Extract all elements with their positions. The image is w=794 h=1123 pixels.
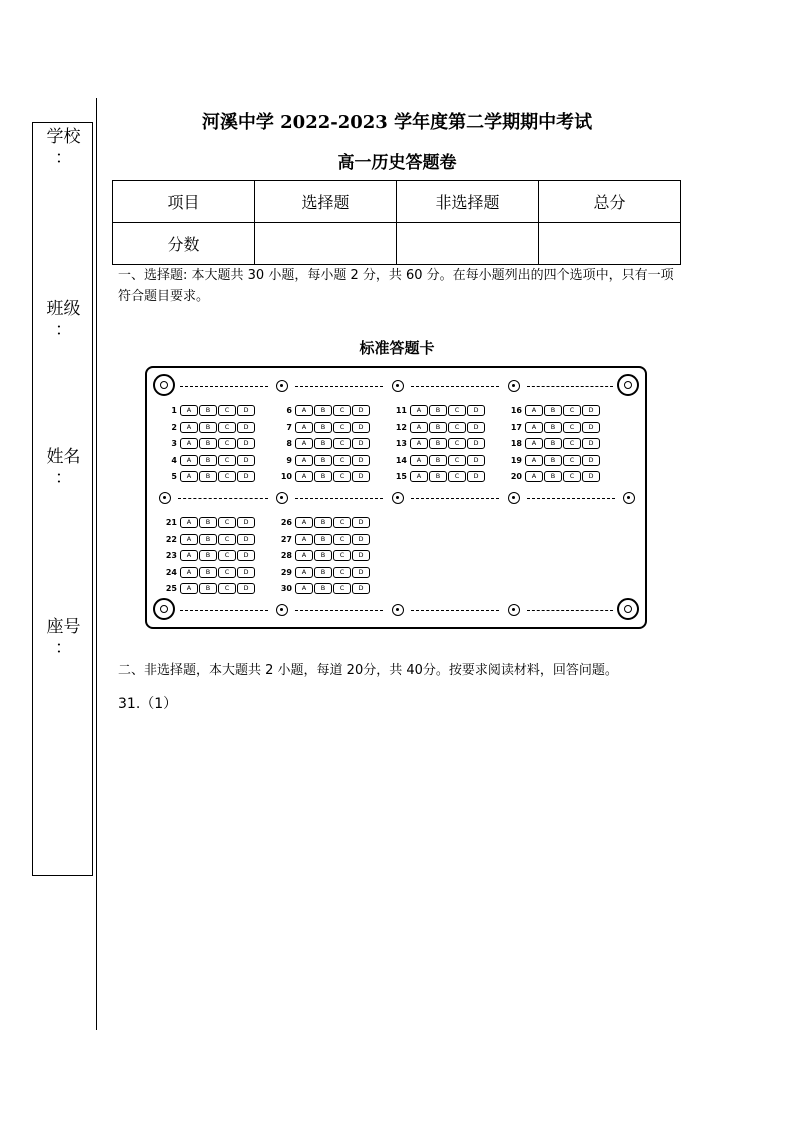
question-number: 23 bbox=[165, 551, 177, 560]
option-bubble-c[interactable]: C bbox=[333, 567, 351, 578]
timing-mark-icon bbox=[392, 380, 404, 392]
seat-number-label: 座号 bbox=[46, 617, 81, 637]
option-bubble-d[interactable]: D bbox=[237, 422, 255, 433]
question-row bbox=[272, 422, 382, 433]
option-bubble-b[interactable]: B bbox=[199, 422, 217, 433]
option-bubble-a[interactable]: A bbox=[295, 471, 313, 482]
option-bubble-b[interactable]: B bbox=[199, 517, 217, 528]
question-number: 1 bbox=[171, 406, 177, 415]
option-bubble-c[interactable]: C bbox=[333, 550, 351, 561]
question-number: 3 bbox=[171, 439, 177, 448]
option-bubble-c[interactable]: C bbox=[333, 455, 351, 466]
score-table-header-row bbox=[113, 181, 681, 223]
timing-mark-icon bbox=[508, 604, 520, 616]
option-bubble-d[interactable]: D bbox=[467, 438, 485, 449]
option-bubble-d[interactable]: D bbox=[582, 405, 600, 416]
question-row bbox=[387, 471, 497, 482]
guide-line bbox=[527, 610, 613, 611]
option-bubble-d[interactable]: D bbox=[237, 567, 255, 578]
question-row bbox=[157, 455, 267, 466]
question-31-label: 31.（1） bbox=[118, 696, 178, 712]
question-row bbox=[387, 405, 497, 416]
option-bubble-a[interactable]: A bbox=[525, 422, 543, 433]
option-bubble-b[interactable]: B bbox=[314, 550, 332, 561]
question-row bbox=[157, 422, 267, 433]
question-row bbox=[502, 455, 612, 466]
option-bubble-b[interactable]: B bbox=[199, 550, 217, 561]
option-bubble-c[interactable]: C bbox=[218, 550, 236, 561]
header-total: 总分 bbox=[539, 181, 681, 223]
option-bubble-a[interactable]: A bbox=[410, 422, 428, 433]
sheet-title: 高一历史答题卷 bbox=[337, 153, 457, 173]
score-table-score-row bbox=[113, 223, 681, 265]
question-row bbox=[157, 550, 267, 561]
option-bubble-c[interactable]: C bbox=[218, 405, 236, 416]
option-bubble-c[interactable]: C bbox=[563, 438, 581, 449]
school-field bbox=[33, 127, 94, 169]
registration-mark-icon bbox=[617, 374, 639, 396]
question-number: 22 bbox=[165, 534, 177, 544]
question-number: 16 bbox=[510, 406, 522, 415]
option-bubble-b[interactable]: B bbox=[314, 471, 332, 482]
option-bubble-c[interactable]: C bbox=[563, 471, 581, 482]
question-row bbox=[157, 405, 267, 416]
class-field bbox=[33, 299, 94, 341]
question-number: 6 bbox=[286, 406, 292, 415]
option-bubble-d[interactable]: D bbox=[352, 517, 370, 528]
option-bubble-d[interactable]: D bbox=[352, 471, 370, 482]
option-bubble-c[interactable]: C bbox=[448, 405, 466, 416]
option-bubble-a[interactable]: A bbox=[180, 550, 198, 561]
option-bubble-d[interactable]: D bbox=[352, 534, 370, 545]
option-bubble-a[interactable]: A bbox=[180, 567, 198, 578]
question-row bbox=[157, 583, 267, 594]
timing-mark-icon bbox=[392, 492, 404, 504]
guide-line bbox=[295, 498, 383, 499]
option-bubble-c[interactable]: C bbox=[333, 422, 351, 433]
option-bubble-d[interactable]: D bbox=[467, 405, 485, 416]
guide-line bbox=[295, 610, 383, 611]
option-bubble-c[interactable]: C bbox=[333, 534, 351, 545]
option-bubble-a[interactable]: A bbox=[410, 438, 428, 449]
registration-mark-icon bbox=[153, 374, 175, 396]
binding-line bbox=[96, 98, 97, 1030]
option-bubble-d[interactable]: D bbox=[237, 438, 255, 449]
question-row bbox=[157, 567, 267, 578]
option-bubble-d[interactable]: D bbox=[352, 567, 370, 578]
question-row bbox=[157, 438, 267, 449]
name-colon: ： bbox=[55, 468, 72, 488]
question-number: 26 bbox=[280, 518, 292, 527]
question-number: 17 bbox=[510, 422, 522, 432]
question-number: 13 bbox=[395, 439, 407, 448]
question-number: 20 bbox=[510, 472, 522, 481]
option-bubble-d[interactable]: D bbox=[582, 422, 600, 433]
question-number: 11 bbox=[395, 406, 407, 415]
option-bubble-b[interactable]: B bbox=[199, 583, 217, 594]
option-bubble-b[interactable]: B bbox=[314, 517, 332, 528]
question-number: 19 bbox=[510, 455, 522, 465]
question-number: 29 bbox=[280, 567, 292, 577]
nonchoice-score-cell[interactable] bbox=[397, 223, 539, 265]
answer-card-title: 标准答题卡 bbox=[359, 339, 435, 357]
header-choice: 选择题 bbox=[255, 181, 397, 223]
option-bubble-b[interactable]: B bbox=[429, 471, 447, 482]
choice-score-cell[interactable] bbox=[255, 223, 397, 265]
question-number: 28 bbox=[280, 551, 292, 560]
option-bubble-a[interactable]: A bbox=[525, 455, 543, 466]
guide-line bbox=[411, 498, 499, 499]
timing-mark-icon bbox=[276, 492, 288, 504]
timing-mark-icon bbox=[508, 492, 520, 504]
option-bubble-a[interactable]: A bbox=[295, 550, 313, 561]
option-bubble-c[interactable]: C bbox=[333, 405, 351, 416]
registration-mark-icon bbox=[617, 598, 639, 620]
question-row bbox=[157, 534, 267, 545]
option-bubble-b[interactable]: B bbox=[544, 455, 562, 466]
option-bubble-a[interactable]: A bbox=[410, 455, 428, 466]
option-bubble-c[interactable]: C bbox=[218, 422, 236, 433]
question-number: 4 bbox=[171, 455, 177, 465]
option-bubble-a[interactable]: A bbox=[295, 422, 313, 433]
guide-line bbox=[527, 498, 615, 499]
question-row bbox=[157, 517, 267, 528]
option-bubble-c[interactable]: C bbox=[563, 455, 581, 466]
option-bubble-b[interactable]: B bbox=[314, 567, 332, 578]
option-bubble-c[interactable]: C bbox=[333, 471, 351, 482]
option-bubble-c[interactable]: C bbox=[218, 583, 236, 594]
option-bubble-c[interactable]: C bbox=[333, 583, 351, 594]
option-bubble-b[interactable]: B bbox=[544, 471, 562, 482]
option-bubble-a[interactable]: A bbox=[180, 455, 198, 466]
question-row bbox=[272, 534, 382, 545]
question-row bbox=[272, 438, 382, 449]
option-bubble-a[interactable]: A bbox=[295, 455, 313, 466]
timing-mark-icon bbox=[276, 604, 288, 616]
option-bubble-c[interactable]: C bbox=[448, 438, 466, 449]
total-score-cell[interactable] bbox=[539, 223, 681, 265]
option-bubble-c[interactable]: C bbox=[333, 517, 351, 528]
question-number: 14 bbox=[395, 455, 407, 465]
question-number: 18 bbox=[510, 439, 522, 448]
guide-line bbox=[180, 610, 268, 611]
option-bubble-d[interactable]: D bbox=[237, 471, 255, 482]
option-bubble-d[interactable]: D bbox=[467, 455, 485, 466]
name-label: 姓名 bbox=[46, 447, 81, 467]
option-bubble-d[interactable]: D bbox=[237, 550, 255, 561]
option-bubble-a[interactable]: A bbox=[180, 517, 198, 528]
option-bubble-d[interactable]: D bbox=[352, 455, 370, 466]
school-colon: ： bbox=[55, 148, 72, 168]
option-bubble-a[interactable]: A bbox=[410, 405, 428, 416]
option-bubble-a[interactable]: A bbox=[180, 422, 198, 433]
question-row bbox=[272, 471, 382, 482]
option-bubble-d[interactable]: D bbox=[237, 455, 255, 466]
timing-mark-icon bbox=[276, 380, 288, 392]
option-bubble-b[interactable]: B bbox=[199, 405, 217, 416]
question-number: 7 bbox=[286, 422, 292, 432]
option-bubble-a[interactable]: A bbox=[180, 534, 198, 545]
question-number: 10 bbox=[280, 472, 292, 481]
option-bubble-d[interactable]: D bbox=[352, 422, 370, 433]
score-table bbox=[112, 180, 681, 265]
score-row-label: 分数 bbox=[113, 223, 255, 265]
option-bubble-c[interactable]: C bbox=[448, 422, 466, 433]
option-bubble-a[interactable]: A bbox=[295, 583, 313, 594]
question-number: 30 bbox=[280, 584, 292, 593]
option-bubble-b[interactable]: B bbox=[199, 534, 217, 545]
option-bubble-c[interactable]: C bbox=[218, 517, 236, 528]
option-bubble-c[interactable]: C bbox=[218, 471, 236, 482]
question-row bbox=[387, 455, 497, 466]
option-bubble-d[interactable]: D bbox=[352, 438, 370, 449]
question-number: 12 bbox=[395, 422, 407, 432]
option-bubble-b[interactable]: B bbox=[314, 583, 332, 594]
registration-mark-icon bbox=[153, 598, 175, 620]
option-bubble-b[interactable]: B bbox=[544, 438, 562, 449]
option-bubble-d[interactable]: D bbox=[237, 534, 255, 545]
option-bubble-b[interactable]: B bbox=[544, 405, 562, 416]
seat-number-colon: ： bbox=[55, 638, 72, 658]
option-bubble-b[interactable]: B bbox=[314, 534, 332, 545]
timing-mark-icon bbox=[159, 492, 171, 504]
question-number: 2 bbox=[171, 422, 177, 432]
option-bubble-c[interactable]: C bbox=[448, 455, 466, 466]
guide-line bbox=[411, 386, 499, 387]
option-bubble-c[interactable]: C bbox=[218, 567, 236, 578]
header-nonchoice: 非选择题 bbox=[397, 181, 539, 223]
option-bubble-a[interactable]: A bbox=[525, 405, 543, 416]
option-bubble-a[interactable]: A bbox=[410, 471, 428, 482]
option-bubble-d[interactable]: D bbox=[352, 583, 370, 594]
nonchoice-section-instructions: 二、非选择题，本大题共 2 小题，每道 20分，共 40分。按要求阅读材料，回答问题。 bbox=[118, 663, 618, 678]
question-row bbox=[272, 550, 382, 561]
answer-card bbox=[145, 366, 647, 629]
option-bubble-b[interactable]: B bbox=[429, 405, 447, 416]
question-row bbox=[272, 567, 382, 578]
option-bubble-a[interactable]: A bbox=[295, 534, 313, 545]
option-bubble-d[interactable]: D bbox=[237, 517, 255, 528]
option-bubble-d[interactable]: D bbox=[237, 583, 255, 594]
option-bubble-b[interactable]: B bbox=[429, 438, 447, 449]
seat-number-field bbox=[33, 617, 94, 659]
option-bubble-c[interactable]: C bbox=[218, 534, 236, 545]
header-item: 项目 bbox=[113, 181, 255, 223]
option-bubble-d[interactable]: D bbox=[467, 471, 485, 482]
student-info-strip bbox=[32, 122, 93, 876]
question-number: 8 bbox=[286, 439, 292, 448]
option-bubble-c[interactable]: C bbox=[333, 438, 351, 449]
option-bubble-b[interactable]: B bbox=[429, 455, 447, 466]
exam-title: 河溪中学 2022-2023 学年度第二学期期中考试 bbox=[201, 112, 593, 133]
guide-line bbox=[527, 386, 613, 387]
question-number: 27 bbox=[280, 534, 292, 544]
option-bubble-a[interactable]: A bbox=[295, 517, 313, 528]
question-number: 24 bbox=[165, 567, 177, 577]
option-bubble-d[interactable]: D bbox=[582, 455, 600, 466]
option-bubble-d[interactable]: D bbox=[352, 550, 370, 561]
question-number: 9 bbox=[286, 455, 292, 465]
option-bubble-a[interactable]: A bbox=[180, 438, 198, 449]
option-bubble-b[interactable]: B bbox=[314, 422, 332, 433]
question-row bbox=[502, 471, 612, 482]
option-bubble-a[interactable]: A bbox=[295, 405, 313, 416]
option-bubble-c[interactable]: C bbox=[448, 471, 466, 482]
option-bubble-d[interactable]: D bbox=[352, 405, 370, 416]
guide-line bbox=[180, 386, 268, 387]
option-bubble-a[interactable]: A bbox=[180, 583, 198, 594]
option-bubble-b[interactable]: B bbox=[314, 455, 332, 466]
question-number: 21 bbox=[165, 518, 177, 527]
question-row bbox=[387, 438, 497, 449]
option-bubble-c[interactable]: C bbox=[218, 438, 236, 449]
option-bubble-b[interactable]: B bbox=[544, 422, 562, 433]
question-row bbox=[272, 405, 382, 416]
option-bubble-a[interactable]: A bbox=[295, 438, 313, 449]
question-number: 25 bbox=[165, 584, 177, 593]
option-bubble-b[interactable]: B bbox=[314, 405, 332, 416]
option-bubble-b[interactable]: B bbox=[199, 455, 217, 466]
option-bubble-c[interactable]: C bbox=[218, 455, 236, 466]
question-row bbox=[387, 422, 497, 433]
option-bubble-a[interactable]: A bbox=[525, 438, 543, 449]
question-row bbox=[157, 471, 267, 482]
option-bubble-b[interactable]: B bbox=[199, 471, 217, 482]
question-number: 15 bbox=[395, 472, 407, 481]
choice-section-instructions: 一、选择题: 本大题共 30 小题，每小题 2 分，共 60 分。在每小题列出的四个选项中，只有一项符合题目要求。 bbox=[118, 268, 674, 304]
option-bubble-d[interactable]: D bbox=[582, 438, 600, 449]
timing-mark-icon bbox=[392, 604, 404, 616]
guide-line bbox=[295, 386, 383, 387]
option-bubble-a[interactable]: A bbox=[525, 471, 543, 482]
question-row bbox=[272, 517, 382, 528]
question-row bbox=[272, 583, 382, 594]
option-bubble-d[interactable]: D bbox=[582, 471, 600, 482]
guide-line bbox=[178, 498, 268, 499]
option-bubble-c[interactable]: C bbox=[563, 405, 581, 416]
class-label: 班级 bbox=[46, 299, 81, 319]
timing-mark-icon bbox=[508, 380, 520, 392]
option-bubble-b[interactable]: B bbox=[314, 438, 332, 449]
question-row bbox=[502, 438, 612, 449]
timing-mark-icon bbox=[623, 492, 635, 504]
question-row bbox=[502, 422, 612, 433]
option-bubble-b[interactable]: B bbox=[199, 438, 217, 449]
option-bubble-a[interactable]: A bbox=[180, 405, 198, 416]
option-bubble-d[interactable]: D bbox=[237, 405, 255, 416]
question-row bbox=[272, 455, 382, 466]
name-field bbox=[33, 447, 94, 489]
option-bubble-a[interactable]: A bbox=[295, 567, 313, 578]
class-colon: ： bbox=[55, 320, 72, 340]
option-bubble-d[interactable]: D bbox=[467, 422, 485, 433]
option-bubble-c[interactable]: C bbox=[563, 422, 581, 433]
school-label: 学校 bbox=[46, 127, 81, 147]
question-row bbox=[502, 405, 612, 416]
option-bubble-a[interactable]: A bbox=[180, 471, 198, 482]
option-bubble-b[interactable]: B bbox=[199, 567, 217, 578]
guide-line bbox=[411, 610, 499, 611]
question-number: 5 bbox=[171, 472, 177, 481]
option-bubble-b[interactable]: B bbox=[429, 422, 447, 433]
